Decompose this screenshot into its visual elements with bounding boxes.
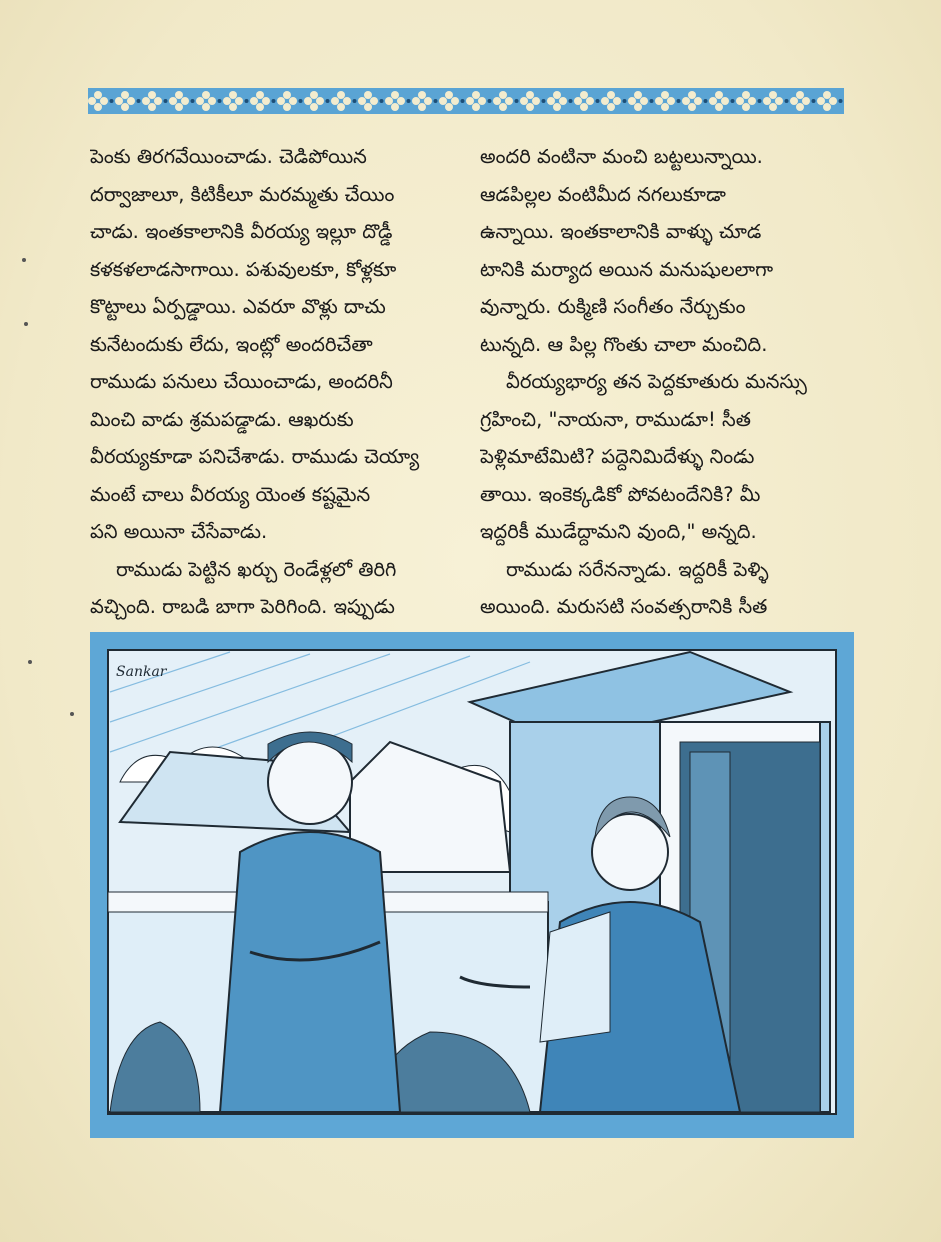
- right-column-line: ఆడపిల్లల వంటిమీద నగలుకూడా: [480, 182, 726, 206]
- left-column-line: చాడు. ఇంతకాలానికి వీరయ్య ఇల్లూ దొడ్డీ: [90, 220, 393, 243]
- flower-icon: [790, 91, 816, 111]
- flower-icon: [574, 91, 600, 111]
- flower-icon: [763, 91, 789, 111]
- left-column-line: కళకళలాడసాగాయి. పశువులకూ, కోళ్లకూ: [90, 257, 397, 281]
- flower-icon: [655, 91, 681, 111]
- flower-icon: [142, 91, 168, 111]
- flower-icon: [277, 91, 303, 111]
- left-column-line: కొట్టాలు ఏర్పడ్డాయి. ఎవరూ వొళ్లు దాచు: [90, 295, 386, 318]
- story-illustration: [90, 632, 854, 1138]
- left-column-line: మంటే చాలు వీరయ్య యెంత కష్టమైన: [90, 482, 371, 506]
- left-text-column: [90, 138, 456, 626]
- flower-icon: [169, 91, 195, 111]
- flower-icon: [331, 91, 357, 111]
- flower-icon: [466, 91, 492, 111]
- left-column-line: వీరయ్యకూడా పనిచేశాడు. రాముడు చెయ్యా: [90, 445, 420, 468]
- flower-icon: [628, 91, 654, 111]
- right-column-line: టానికి మర్యాద అయిన మనుషులలాగా: [480, 257, 774, 281]
- flower-icon: [196, 91, 222, 111]
- flower-icon: [601, 91, 627, 111]
- right-column-line: అయింది. మరుసటి సంవత్సరానికి సీత: [480, 595, 768, 618]
- flower-icon: [520, 91, 546, 111]
- flower-icon: [439, 91, 465, 111]
- left-column-line: కునేటందుకు లేదు, ఇంట్లో అందరిచేతా: [90, 332, 373, 356]
- speck: [22, 258, 26, 262]
- right-column-line: టున్నది. ఆ పిల్ల గొంతు చాలా మంచిది.: [480, 332, 768, 356]
- flower-icon: [88, 91, 114, 111]
- left-column-line: వచ్చింది. రాబడి బాగా పెరిగింది. ఇప్పుడు: [90, 595, 395, 618]
- flower-icon: [412, 91, 438, 111]
- right-column-line: తాయి. ఇంకెక్కడికో పోవటందేనికి? మీ: [480, 482, 761, 506]
- decorative-border-strip: [88, 88, 844, 114]
- right-column-line: పెళ్లిమాటేమిటి? పద్దెనిమిదేళ్ళు నిండు: [480, 445, 755, 468]
- right-column-line: ఇద్దరికీ ముడేద్దామని వుంది," అన్నది.: [480, 520, 757, 543]
- illustration-drawing: [90, 632, 854, 1138]
- left-column-line: పెంకు తిరగవేయించాడు. చెడిపోయిన: [90, 145, 367, 168]
- flower-icon: [736, 91, 762, 111]
- left-column-line: రాముడు పెట్టిన ఖర్చు రెండేళ్లలో తిరిగి: [116, 557, 397, 581]
- right-column-line: రాముడు సరేనన్నాడు. ఇద్దరికీ పెళ్ళి: [506, 557, 769, 581]
- flower-icon: [223, 91, 249, 111]
- flower-icon: [385, 91, 411, 111]
- right-text-column: [480, 138, 846, 626]
- flower-icon: [493, 91, 519, 111]
- right-column-line: వున్నారు. రుక్మిణి సంగీతం నేర్చుకుం: [480, 295, 746, 318]
- flower-pattern-icon: [88, 88, 844, 114]
- flower-icon: [547, 91, 573, 111]
- flower-icon: [817, 91, 843, 111]
- right-column-line: ఉన్నాయి. ఇంతకాలానికి వాళ్ళు చూడ: [480, 220, 762, 243]
- artist-signature: Sankar: [116, 664, 167, 680]
- left-column-line: మించి వాడు శ్రమపడ్డాడు. ఆఖరుకు: [90, 407, 354, 431]
- left-column-line: దర్వాజాలూ, కిటికీలూ మరమ్మతు చేయిం: [90, 182, 395, 206]
- speck: [24, 322, 28, 326]
- speck: [70, 712, 74, 716]
- left-column-line: రాముడు పనులు చేయించాడు, అందరినీ: [90, 370, 393, 393]
- right-column-line: వీరయ్యభార్య తన పెద్దకూతురు మనస్సు: [506, 370, 807, 393]
- right-column-line: గ్రహించి, "నాయనా, రాముడూ! సీత: [480, 407, 751, 431]
- flower-icon: [709, 91, 735, 111]
- flower-icon: [682, 91, 708, 111]
- flower-icon: [115, 91, 141, 111]
- flower-icon: [250, 91, 276, 111]
- speck: [28, 660, 32, 664]
- left-column-line: పని అయినా చేసేవాడు.: [90, 520, 268, 543]
- right-column-line: అందరి వంటినా మంచి బట్టలున్నాయి.: [480, 145, 763, 168]
- flower-icon: [358, 91, 384, 111]
- flower-icon: [304, 91, 330, 111]
